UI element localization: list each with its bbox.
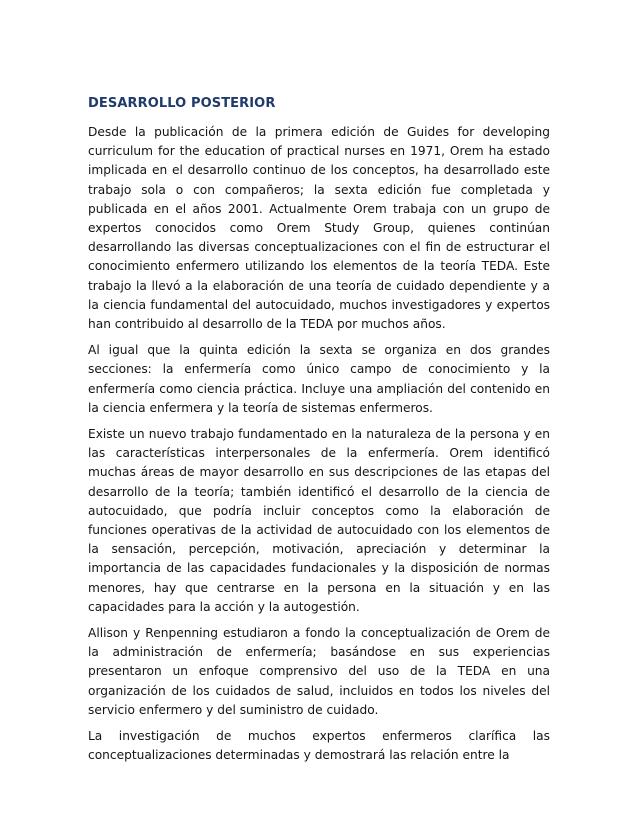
paragraph-5: La investigación de muchos expertos enfermeros clarífica las conceptualizaciones determinadas y demostrará las relación entre la: [88, 729, 550, 763]
paragraph-2: Al igual que la quinta edición la sexta se organiza en dos grandes secciones: la enfermería como único campo de conocimiento y la enfermería como ciencia práctica. Incluye una ampliación del contenido en la ciencia enfermera y la teoría de sistemas enfermeros.: [88, 343, 550, 415]
paragraph-1: Desde la publicación de la primera edición de Guides for developing curriculum for the education of practical nurses en 1971, Orem ha estado implicada en el desarrollo continuo de los conceptos, ha desarrollado este trabajo sola o con compañeros; la sexta edición fue completada y publicada en el años 2001. Actualmente Orem trabaja con un grupo de expertos conocidos como Orem Study Group, quienes continúan desarrollando las diversas conceptualizaciones con el fin de estructurar el conocimiento enfermero utilizando los elementos de la teoría TEDA. Este trabajo la llevó a la elaboración de una teoría de cuidado dependiente y a la ciencia fundamental del autocuidado, muchos investigadores y expertos han contribuido al desarrollo de la TEDA por muchos años.: [88, 125, 550, 332]
paragraph-4: Allison y Renpenning estudiaron a fondo la conceptualización de Orem de la administración de enfermería; basándose en sus experiencias presentaron un enfoque comprensivo del uso de la TEDA en una organización de los cuidados de salud, incluidos en todos los niveles del servicio enfermero y del suministro de cuidado.: [88, 626, 550, 717]
section-heading: DESARROLLO POSTERIOR: [88, 96, 276, 111]
paragraph-3: Existe un nuevo trabajo fundamentado en la naturaleza de la persona y en las características interpersonales de la enfermería. Orem identificó muchas áreas de mayor desarrollo en sus descripciones de las etapas del desarrollo de la teoría; también identificó el desarrollo de la ciencia de autocuidado, que podría incluir conceptos como la elaboración de funciones operativas de la actividad de autocuidado con los elementos de la sensación, percepción, motivación, apreciación y determinar la importancia de las capacidades fundacionales y la disposición de normas menores, hay que centrarse en la persona en la situación y en las capacidades para la acción y la autogestión.: [88, 427, 550, 614]
document-page: [88, 95, 550, 773]
